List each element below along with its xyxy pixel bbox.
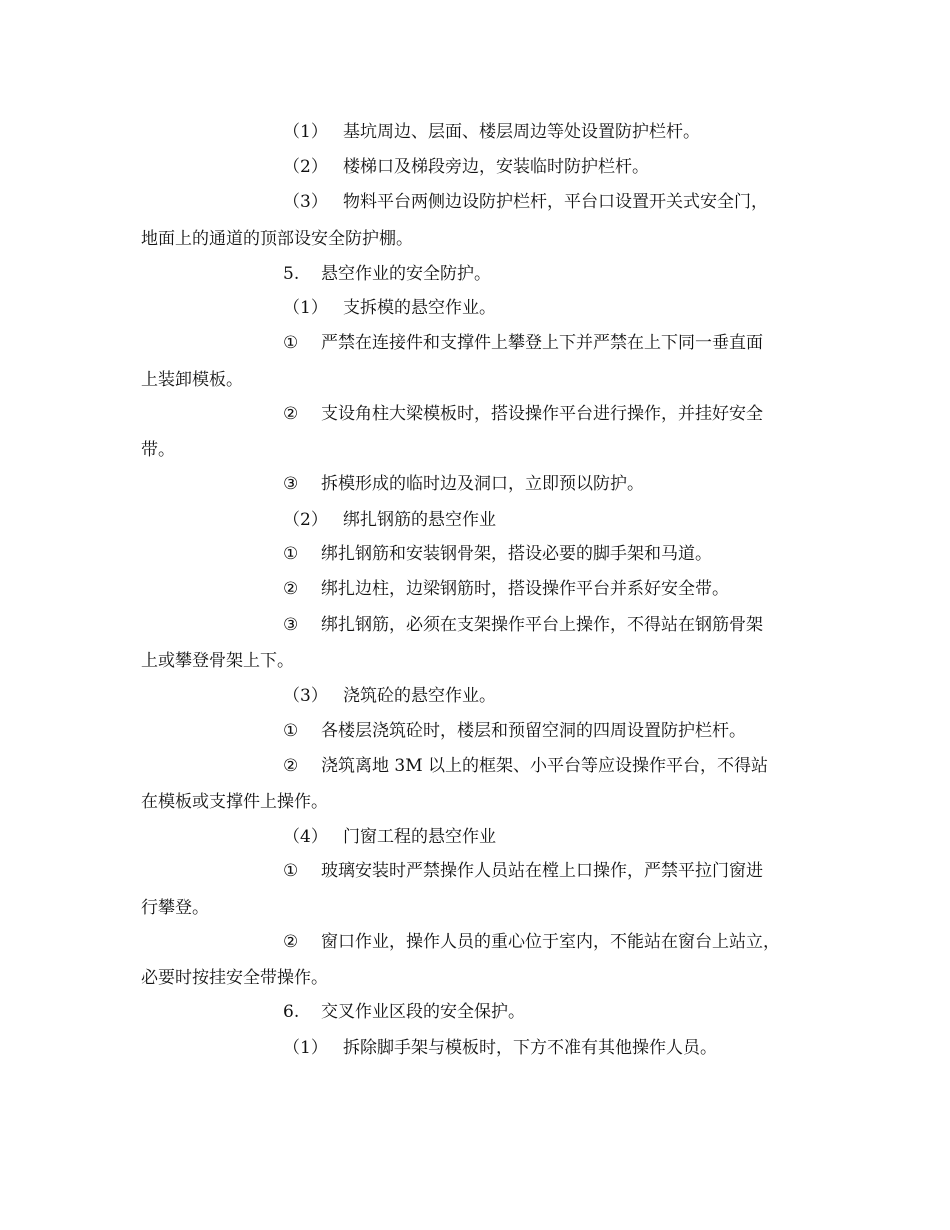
item-marker: ② — [283, 932, 299, 952]
continuation-line: 上装卸模板。 — [141, 370, 243, 390]
item-marker: ① — [283, 721, 299, 741]
item-marker: ① — [283, 861, 299, 881]
item-text: 支设角柱大梁模板时，搭设操作平台进行操作，并挂好安全 — [321, 404, 763, 424]
continuation-line: 上或攀登骨架上下。 — [141, 651, 294, 671]
list-item — [283, 543, 712, 565]
continuation-line: 地面上的通道的顶部设安全防护棚。 — [141, 229, 413, 249]
list-item — [283, 860, 763, 882]
item-text: 绑扎钢筋和安装钢骨架，搭设必要的脚手架和马道。 — [321, 544, 712, 564]
item-marker: ② — [283, 756, 299, 776]
list-item — [283, 578, 729, 600]
item-marker: （2） — [283, 157, 328, 177]
item-text: 支拆模的悬空作业。 — [343, 298, 496, 318]
section-heading — [283, 1001, 525, 1023]
list-item — [283, 931, 780, 953]
item-text: 悬空作业的安全防护。 — [321, 264, 491, 284]
item-marker: （1） — [283, 1038, 328, 1058]
list-item — [283, 826, 496, 848]
list-item — [283, 685, 496, 707]
continuation-line: 行攀登。 — [141, 898, 209, 918]
item-text: 浇筑砼的悬空作业。 — [343, 686, 496, 706]
item-marker: （1） — [283, 298, 328, 318]
item-marker: 6. — [283, 1002, 300, 1022]
list-item — [283, 614, 763, 636]
list-item — [283, 755, 768, 777]
item-text: 门窗工程的悬空作业 — [343, 827, 496, 847]
item-marker: ① — [283, 544, 299, 564]
item-marker: ② — [283, 404, 299, 424]
item-marker: 5. — [283, 264, 300, 284]
item-marker: ② — [283, 579, 299, 599]
list-item — [283, 332, 763, 354]
list-item — [283, 403, 763, 425]
item-marker: ① — [283, 333, 299, 353]
item-text: 严禁在连接件和支撑件上攀登上下并严禁在上下同一垂直面 — [321, 333, 763, 353]
item-text: 物料平台两侧边设防护栏杆，平台口设置开关式安全门， — [343, 192, 768, 212]
list-item — [283, 720, 746, 742]
list-item — [283, 1037, 717, 1059]
item-marker: （3） — [283, 686, 328, 706]
continuation-line: 必要时按挂安全带操作。 — [141, 968, 328, 988]
item-text: 窗口作业，操作人员的重心位于室内，不能站在窗台上站立， — [321, 932, 780, 952]
item-text: 基坑周边、层面、楼层周边等处设置防护栏杆。 — [343, 122, 700, 142]
item-marker: （2） — [283, 510, 328, 530]
item-text: 楼梯口及梯段旁边，安装临时防护栏杆。 — [343, 157, 649, 177]
item-text: 各楼层浇筑砼时，楼层和预留空洞的四周设置防护栏杆。 — [321, 721, 746, 741]
item-text: 浇筑离地 3M 以上的框架、小平台等应设操作平台，不得站 — [321, 756, 769, 776]
item-text: 玻璃安装时严禁操作人员站在樘上口操作，严禁平拉门窗进 — [321, 861, 763, 881]
list-item — [283, 121, 700, 143]
list-item — [283, 509, 496, 531]
item-text: 绑扎钢筋的悬空作业 — [343, 510, 496, 530]
item-text: 交叉作业区段的安全保护。 — [321, 1002, 525, 1022]
item-marker: ③ — [283, 474, 299, 494]
list-item — [283, 156, 649, 178]
list-item — [283, 473, 644, 495]
item-text: 绑扎钢筋，必须在支架操作平台上操作，不得站在钢筋骨架 — [321, 615, 763, 635]
item-marker: （1） — [283, 122, 328, 142]
section-heading — [283, 263, 491, 285]
item-text: 拆模形成的临时边及洞口，立即预以防护。 — [321, 474, 644, 494]
list-item — [283, 191, 768, 213]
list-item — [283, 297, 496, 319]
item-marker: （4） — [283, 827, 328, 847]
item-text: 绑扎边柱，边梁钢筋时，搭设操作平台并系好安全带。 — [321, 579, 729, 599]
continuation-line: 在模板或支撑件上操作。 — [141, 792, 328, 812]
continuation-line: 带。 — [141, 440, 175, 460]
item-text: 拆除脚手架与模板时，下方不准有其他操作人员。 — [343, 1038, 717, 1058]
item-marker: ③ — [283, 615, 299, 635]
item-marker: （3） — [283, 192, 328, 212]
